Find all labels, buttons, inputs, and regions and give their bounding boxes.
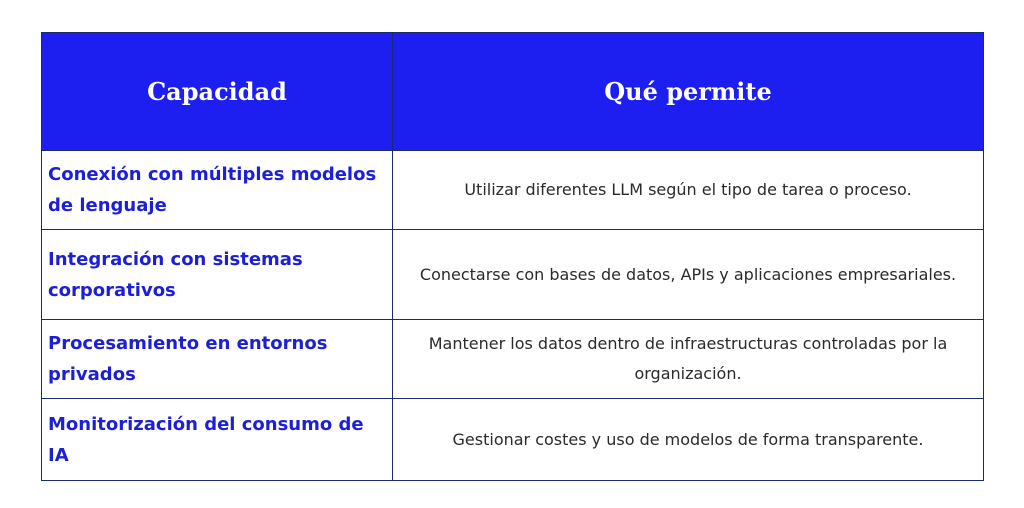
capability-cell: Monitorización del consumo de IA <box>42 399 393 481</box>
table-row <box>42 230 984 320</box>
description-cell: Mantener los datos dentro de infraestructuras controladas por la organización. <box>393 320 984 399</box>
table-row <box>42 320 984 399</box>
table-row <box>42 399 984 481</box>
table-header <box>42 33 984 151</box>
capabilities-table-container <box>41 32 983 481</box>
capability-cell: Procesamiento en entornos privados <box>42 320 393 399</box>
header-que-permite: Qué permite <box>393 33 984 151</box>
capability-cell: Integración con sistemas corporativos <box>42 230 393 320</box>
description-cell: Conectarse con bases de datos, APIs y aplicaciones empresariales. <box>393 230 984 320</box>
description-cell: Gestionar costes y uso de modelos de forma transparente. <box>393 399 984 481</box>
table-row <box>42 151 984 230</box>
header-capacidad: Capacidad <box>42 33 393 151</box>
description-cell: Utilizar diferentes LLM según el tipo de tarea o proceso. <box>393 151 984 230</box>
capabilities-table <box>41 32 984 481</box>
header-row <box>42 33 984 151</box>
capability-cell: Conexión con múltiples modelos de lenguaje <box>42 151 393 230</box>
table-body <box>42 151 984 481</box>
